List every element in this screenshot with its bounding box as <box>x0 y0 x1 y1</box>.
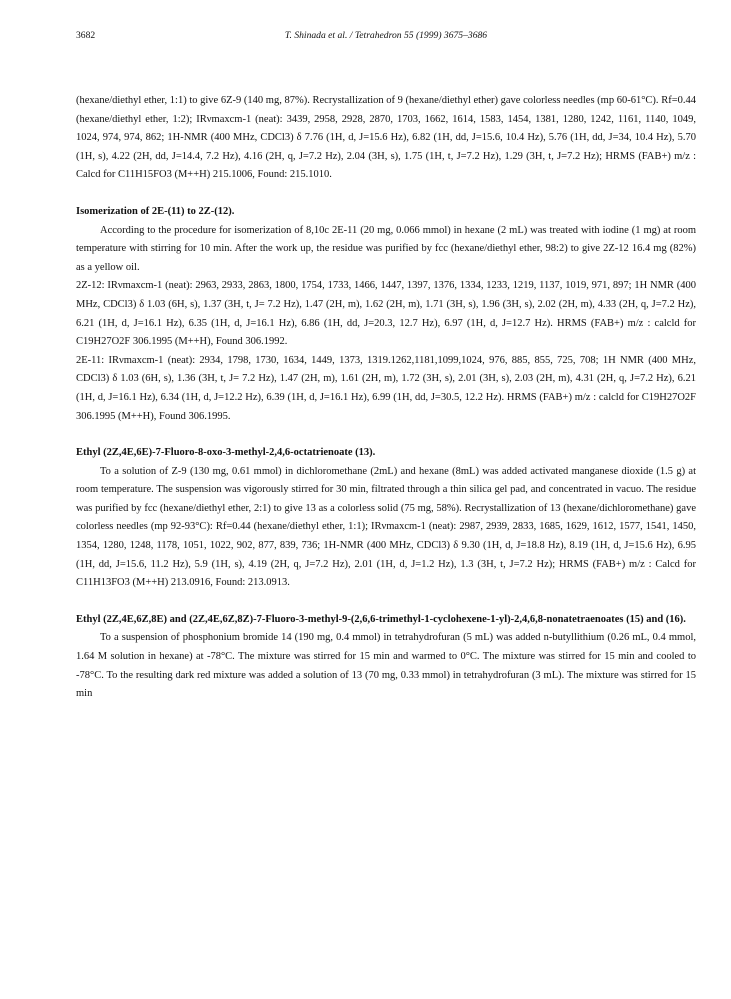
section-heading-isomerization: Isomerization of 2E-(11) to 2Z-(12). <box>76 205 235 217</box>
paragraph-2z12-data: 2Z-12: IRνmaxcm-1 (neat): 2963, 2933, 2863, 1800, 1754, 1733, 1466, 1447, 1397, 1376, 1334, 1233, 1219, 1137, 1019, 971, 897; 1H NMR (400 MHz, CDCl3) δ 1.03 (6H, s), 1.37 (3H, t, J= 7.2 Hz), 1.47 (2H, m), 1.62 (2H, m), 1.71 (3H, s), 1.96 (3H, s), 2.02 (2H, m), 4.33 (2H, q, J=7.2 Hz), 6.21 (1H, d, J=16.1 Hz), 6.35 (1H, d, J=16.1 Hz), 6.86 (1H, dd, J=20.3, 12.7 Hz), 6.97 (1H, d, J=12.7 Hz). HRMS (FAB+) m/z : calcld for C19H27O2F 306.1995 (M++H), Found 306.1992. <box>76 280 696 348</box>
section-heading-ethyl-13: Ethyl (2Z,4E,6E)-7-Fluoro-8-oxo-3-methyl-2,4,6-octatrienoate (13). <box>76 447 376 459</box>
paragraph-isomerization-procedure: According to the procedure for isomerization of 8,10c 2E-11 (20 mg, 0.066 mmol) in hexane (2 mL) was treated with iodine (1 mg) at room temperature with stirring for 10 min. After the work up, the residue was purified by fcc (hexane/diethyl ether, 98:2) to give 2Z-12 16.4 mg (82%) as a yellow oil. <box>76 224 696 273</box>
paragraph-compound-9-data: (hexane/diethyl ether, 1:1) to give 6Z-9 (140 mg, 87%). Recrystallization of 9 (hexane/diethyl ether) gave colorless needles (mp 60-61°C). Rf=0.44 (hexane/diethyl ether, 1:2); IRνmaxcm-1 (neat): 3439, 2958, 2928, 2870, 1703, 1662, 1614, 1583, 1454, 1381, 1280, 1242, 1161, 1140, 1049, 1024, 974, 974, 862; 1H-NMR (400 MHz, CDCl3) δ 7.76 (1H, d, J=15.6 Hz), 6.82 (1H, dd, J=15.6, 10.4 Hz), 5.76 (1H, dd, J=34, 10.4 Hz), 5.70 (1H, s), 4.22 (2H, dd, J=14.4, 7.2 Hz), 4.16 (2H, q, J=7.2 Hz), 2.04 (3H, s), 1.75 (1H, t, J=7.2 Hz), 1.29 (3H, t, J=7.2 Hz); HRMS (FAB+) m/z : Calcd for C11H15FO3 (M++H) 215.1006, Found: 215.1010. <box>76 95 696 181</box>
article-body <box>76 92 696 704</box>
paragraph-2e11-data: 2E-11: IRνmaxcm-1 (neat): 2934, 1798, 1730, 1634, 1449, 1373, 1319.1262,1181,1099,1024, 976, 885, 855, 725, 708; 1H NMR (400 MHz, CDCl3) δ 1.03 (6H, s), 1.36 (3H, t, J= 7.2 Hz), 1.47 (2H, m), 1.61 (2H, m), 1.72 (3H, s), 2.01 (3H, s), 2.03 (2H, m), 4.31 (2H, q, J=7.2 Hz), 6.21 (1H, d, J=16.1 Hz), 6.34 (1H, d, J=12.2 Hz), 6.39 (1H, d, J=16.1 Hz), 6.99 (1H, dd, J=30.5, 12.2 Hz). HRMS (FAB+) m/z : calcld for C19H27O2F 306.1995 (M++H), Found 306.1995. <box>76 354 696 422</box>
running-title: T. Shinada et al. / Tetrahedron 55 (1999) 3675–3686 <box>284 30 488 41</box>
page-header <box>76 30 696 46</box>
paragraph-ethyl-15-16-procedure: To a suspension of phosphonium bromide 14 (190 mg, 0.4 mmol) in tetrahydrofuran (5 mL) was added n-butyllithium (0.26 mL, 0.4 mmol, 1.64 M solution in hexane) at -78°C. The mixture was stirred for 15 min and warmed to 0°C. The mixture was stirred for 15 min and cooled to -78°C. To the resulting dark red mixture was added a solution of 13 (70 mg, 0.33 mmol) in tetrahydrofuran (3 mL). The mixture was stirred for 15 min <box>76 632 696 700</box>
paragraph-ethyl-13-procedure: To a solution of Z-9 (130 mg, 0.61 mmol) in dichloromethane (2mL) and hexane (8mL) was added activated manganese dioxide (1.5 g) at room temperature. The suspension was vigorously stirred for 30 min, filtrated through a thin silica gel pad, and concentrated in vacuo. The residue was purified by fcc (hexane/diethyl ether, 2:1) to give 13 as a colorless solid (75 mg, 58%). Recrystallization of 13 (hexane/dichloromethane) gave colorless needles (mp 92-93°C): Rf=0.44 (hexane/diethyl ether, 1:1); IRνmaxcm-1 (neat): 2987, 2939, 2833, 1685, 1629, 1612, 1577, 1541, 1450, 1354, 1280, 1248, 1178, 1051, 1022, 902, 877, 839, 736; 1H-NMR (400 MHz, CDCl3) δ 9.30 (1H, d, J=18.8 Hz), 8.19 (1H, d, J=15.6 Hz), 6.95 (1H, dd, J=15.6, 11.2 Hz), 5.9 (1H, s), 4.19 (2H, q, J=7.2 Hz), 2.01 (1H, d, J=1.2 Hz), 1.3 (3H, t, J=7.2 Hz); HRMS (FAB+) m/z : Calcd for C11H13FO3 (M++H) 213.0916, Found: 213.0913. <box>76 465 696 589</box>
page-number: 3682 <box>76 30 96 41</box>
section-heading-ethyl-15-16: Ethyl (2Z,4E,6Z,8E) and (2Z,4E,6Z,8Z)-7-Fluoro-3-methyl-9-(2,6,6-trimethyl-1-cyclohexene-1-yl)-2,4,6,8-nonatetraenoates (15) and (16). <box>76 613 686 625</box>
